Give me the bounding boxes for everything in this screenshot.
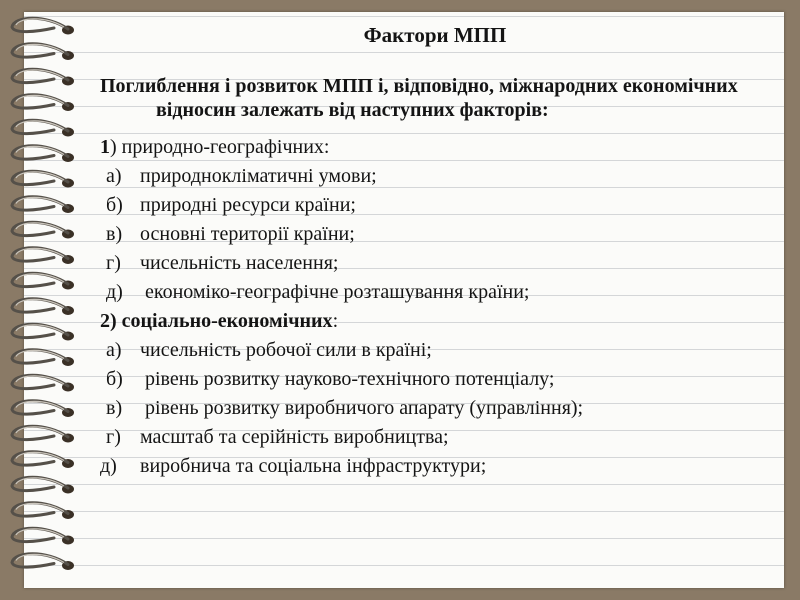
factor-subitem-marker: б) <box>106 194 123 216</box>
factor-subitem <box>100 337 770 364</box>
factor-subitem-marker: б) <box>106 368 123 390</box>
factor-heading <box>100 308 770 335</box>
spiral-ring-icon <box>12 426 74 442</box>
spiral-ring-icon <box>12 299 74 315</box>
factor-subitem-text: природнокліматичні умови; <box>140 165 377 187</box>
factor-heading-number: 2) соціально-економічних <box>100 310 333 332</box>
spiral-ring-icon <box>12 324 74 340</box>
factor-subitem-text: рівень розвитку виробничого апарату (управління); <box>140 397 584 419</box>
spiral-ring-icon <box>12 401 74 417</box>
spiral-ring-icon <box>12 18 74 34</box>
factor-subitem-marker: г) <box>106 252 121 274</box>
factor-subitem-text: виробнича та соціальна інфраструктури; <box>140 455 487 477</box>
factor-subitem-marker: а) <box>106 339 122 361</box>
factor-subitem <box>100 395 770 422</box>
factor-subitem-text: рівень розвитку науково-технічного потенціалу; <box>140 368 555 390</box>
spiral-ring-icon <box>12 554 74 570</box>
factor-subitem-marker: а) <box>106 165 122 187</box>
factor-subitem-text: природні ресурси країни; <box>140 194 356 216</box>
factor-heading-label: природно-географічних: <box>116 136 330 158</box>
spiral-ring-icon <box>12 146 74 162</box>
spiral-ring-icon <box>12 350 74 366</box>
factor-subitem-text: чисельність робочої сили в країні; <box>140 339 432 361</box>
factor-subitem-marker: д) <box>106 281 123 303</box>
slide-content <box>100 20 770 482</box>
slide-title: Фактори МПП <box>363 23 507 47</box>
factor-heading-label: : <box>332 310 339 332</box>
spiral-ring-icon <box>12 248 74 264</box>
factor-subitem-text: основні території країни; <box>140 223 355 245</box>
factor-subitem <box>100 221 770 248</box>
factor-subitem <box>100 250 770 277</box>
factor-subitem <box>100 453 770 480</box>
spiral-ring-icon <box>12 375 74 391</box>
factor-subitem-text: чисельність населення; <box>140 252 339 274</box>
spiral-ring-icon <box>12 95 74 111</box>
spiral-ring-icon <box>12 69 74 85</box>
factor-subitem-text: економіко-географічне розташування країни; <box>140 281 530 303</box>
factor-heading <box>100 134 770 161</box>
factor-subitem <box>100 424 770 451</box>
factor-subitem <box>100 279 770 306</box>
spiral-ring-icon <box>12 222 74 238</box>
factor-heading-number: 1 <box>100 136 110 158</box>
factor-subitem <box>100 163 770 190</box>
spiral-binding <box>6 10 82 590</box>
factor-subitem <box>100 366 770 393</box>
spiral-ring-icon <box>12 503 74 519</box>
spiral-ring-icon <box>12 171 74 187</box>
factor-subitem <box>100 192 770 219</box>
spiral-ring-icon <box>12 477 74 493</box>
intro-text: Поглиблення і розвиток МПП і, відповідно, міжнародних економічних відносин залежать від наступних факторів: <box>100 75 738 121</box>
spiral-ring-icon <box>12 452 74 468</box>
factor-subitem-marker: г) <box>106 426 121 448</box>
factor-subitem-marker: в) <box>106 223 123 245</box>
spiral-ring-icon <box>12 120 74 136</box>
spiral-ring-icon <box>12 273 74 289</box>
factor-heading-suffix: ) <box>110 136 117 158</box>
factor-subitem-marker: д) <box>100 455 117 477</box>
factor-list <box>100 134 770 480</box>
spiral-ring-icon <box>12 44 74 60</box>
factor-subitem-marker: в) <box>106 397 123 419</box>
spiral-ring-icon <box>12 197 74 213</box>
factor-subitem-text: масштаб та серійність виробництва; <box>140 426 449 448</box>
spiral-ring-icon <box>12 528 74 544</box>
